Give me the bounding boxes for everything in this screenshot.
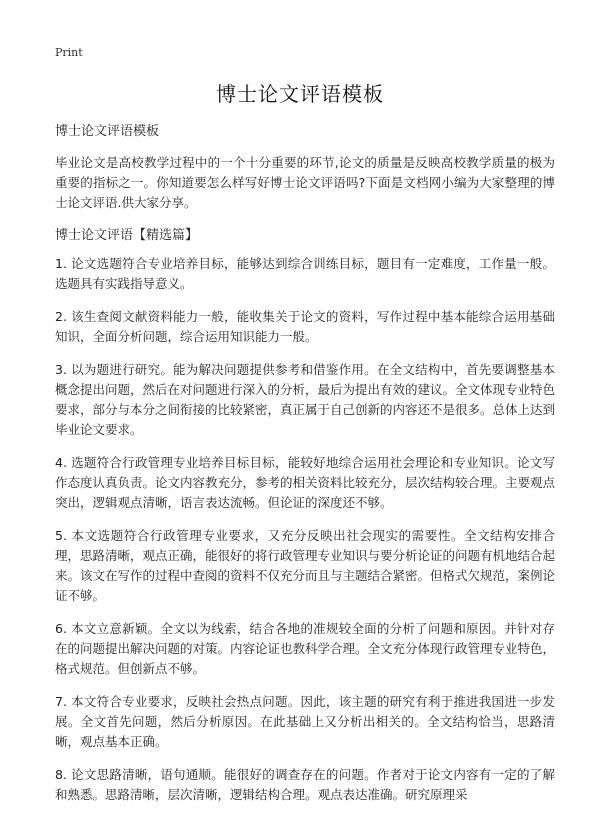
comment-item: 3. 以为题进行研究。能为解决问题提供参考和借鉴作用。在全文结构中，首先要调整基本概念提出问题，然后在对问题进行深入的分析，最后为提出有效的建议。全文体现专业特色要求，部分与本分之间衔接的比较紧密，真正属于自己创新的内容还不是很多。总体上达到毕业论文要求。 (55, 362, 556, 437)
comment-item: 8. 论文思路清晰，语句通顺。能很好的调查存在的问题。作者对于论文内容有一定的了解和熟悉。思路清晰，层次清晰，逻辑结构合理。观点表达准确。研究原理采 (55, 767, 555, 802)
comment-item: 6. 本文立意新颖。全文以为线索，结合各地的准规较全面的分析了问题和原因。并针对存在的问题提出解决问题的对策。内容论证也教科学合理。全文充分体现行政管理专业特色，格式规范。但创新点不够。 (55, 621, 556, 676)
print-label: Print (55, 46, 83, 59)
comment-item: 1. 论文选题符合专业培养目标，能够达到综合训练目标，题目有一定难度，工作量一般。选题具有实践指导意义。 (55, 256, 555, 291)
comment-item: 7. 本文符合专业要求，反映社会热点问题。因此，该主题的研究有利于推进我国进一步发展。全文首先问题，然后分析原因。在此基础上又分析出相关的。全文结构恰当，思路清晰，观点基本正确。 (55, 694, 555, 749)
comment-item: 2. 该生查阅文献资料能力一般，能收集关于论文的资料，写作过程中基本能综合运用基础知识，全面分析问题，综合运用知识能力一般。 (55, 309, 555, 344)
intro-paragraph: 毕业论文是高校教学过程中的一个十分重要的环节,论文的质量是反映高校教学质量的极为重要的指标之一。你知道要怎么样写好博士论文评语吗?下面是文档网小编为大家整理的博士论文评语.供大家分享。 (55, 155, 555, 210)
document-body (55, 122, 555, 818)
page-title: 博士论文评语模板 (216, 82, 384, 106)
comment-item: 5. 本文选题符合行政管理专业要求，又充分反映出社会现实的需要性。全文结构安排合理，思路清晰，观点正确，能很好的将行政管理专业知识与要分析论证的问题有机地结合起来。该文在写作的过程中查阅的资料不仅充分而且与主题结合紧密。但格式欠规范，案例论证不够。 (55, 528, 556, 603)
section-heading: 博士论文评语【精选篇】 (55, 228, 199, 243)
document-subtitle: 博士论文评语模板 (55, 124, 160, 139)
comment-item: 4. 选题符合行政管理专业培养目标目标，能较好地综合运用社会理论和专业知识。论文写作态度认真负责。论文内容教充分，参考的相关资料比较充分，层次结构较合理。主要观点突出，逻辑观点清晰，语言表达流畅。但论证的深度还不够。 (55, 455, 556, 510)
